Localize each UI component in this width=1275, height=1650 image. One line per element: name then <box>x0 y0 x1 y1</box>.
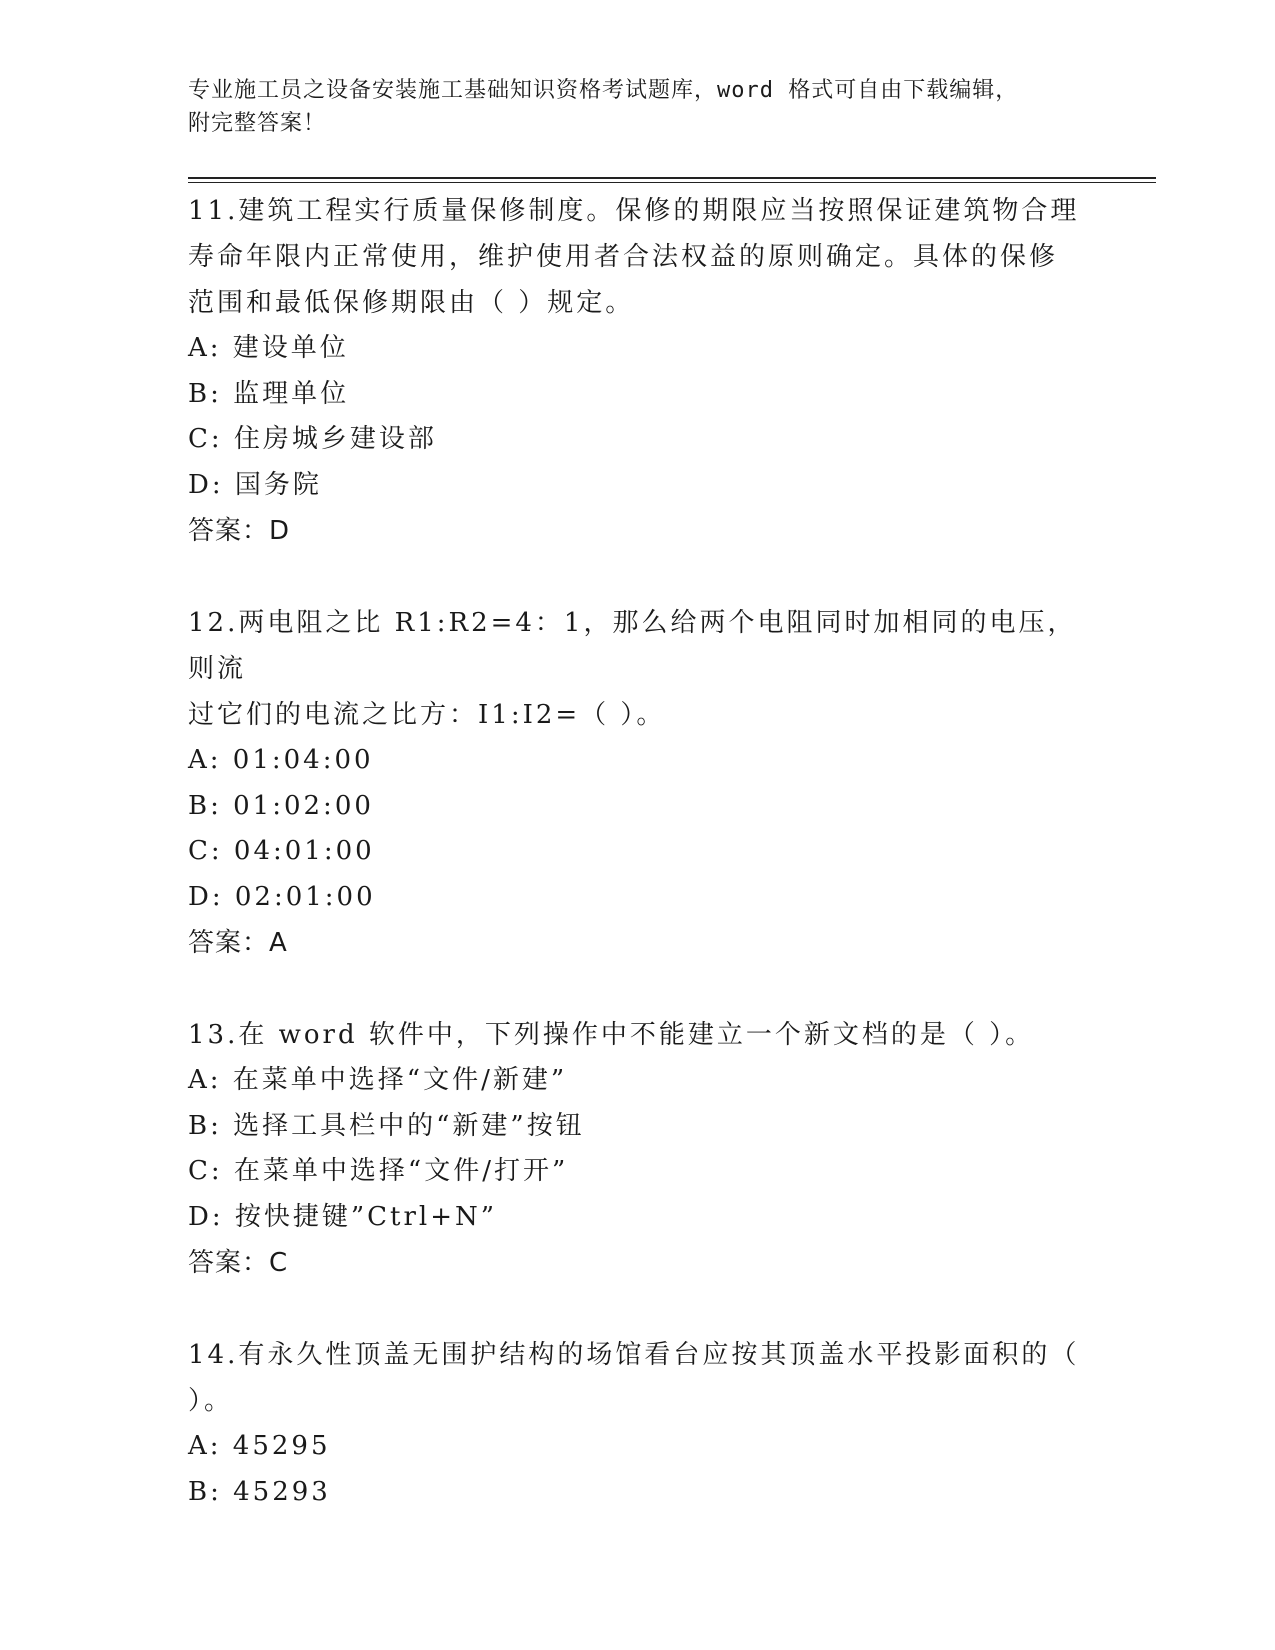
question-11 <box>188 188 1088 554</box>
option-a: A: 01:04:00 <box>188 745 374 775</box>
option-c: C: 住房城乡建设部 <box>188 424 437 454</box>
question-stem-line: 11.建筑工程实行质量保修制度。保修的期限应当按照保证建筑物合理 <box>188 196 1080 226</box>
question-stem-line: 12.两电阻之比 R1:R2=4：1，那么给两个电阻同时加相同的电压，则流 <box>188 608 1077 684</box>
option-d: D: 02:01:00 <box>188 881 376 912</box>
option-b: B: 45293 <box>188 1476 331 1507</box>
question-12 <box>188 600 1088 966</box>
question-stem-line: 14.有永久性顶盖无围护结构的场馆看台应按其顶盖水平投影面积的（ <box>188 1340 1080 1370</box>
question-list <box>188 188 1088 1561</box>
option-b: B: 监理单位 <box>188 378 350 409</box>
header-line-1: 专业施工员之设备安装施工基础知识资格考试题库，word 格式可自由下载编辑， <box>188 78 1019 103</box>
option-a: A: 建设单位 <box>188 333 349 363</box>
option-d: D: 国务院 <box>188 469 322 500</box>
option-d: D: 按快捷键”Ctrl+N” <box>188 1201 498 1232</box>
option-c: C: 04:01:00 <box>188 836 375 866</box>
question-stem-line: 13.在 word 软件中，下列操作中不能建立一个新文档的是（ ）。 <box>188 1020 1035 1050</box>
question-13 <box>188 1012 1088 1286</box>
document-header <box>188 74 1088 140</box>
question-stem-line: 范围和最低保修期限由（ ）规定。 <box>188 288 635 318</box>
question-14 <box>188 1332 1088 1515</box>
header-divider-thick <box>188 177 1156 179</box>
answer-line: 答案：C <box>188 1248 289 1278</box>
question-stem-line: 寿命年限内正常使用，维护使用者合法权益的原则确定。具体的保修 <box>188 242 1059 272</box>
option-a: A: 45295 <box>188 1431 331 1461</box>
answer-line: 答案：D <box>188 516 291 546</box>
option-a: A: 在菜单中选择“文件/新建” <box>188 1065 568 1095</box>
question-stem-line: 过它们的电流之比方：I1:I2=（ ）。 <box>188 700 666 730</box>
option-b: B: 选择工具栏中的“新建”按钮 <box>188 1110 585 1141</box>
option-c: C: 在菜单中选择“文件/打开” <box>188 1156 569 1186</box>
option-b: B: 01:02:00 <box>188 790 374 821</box>
header-divider-thin <box>188 182 1156 183</box>
question-stem-line: ）。 <box>188 1386 234 1416</box>
header-line-2: 附完整答案！ <box>188 111 327 136</box>
answer-line: 答案：A <box>188 928 288 958</box>
